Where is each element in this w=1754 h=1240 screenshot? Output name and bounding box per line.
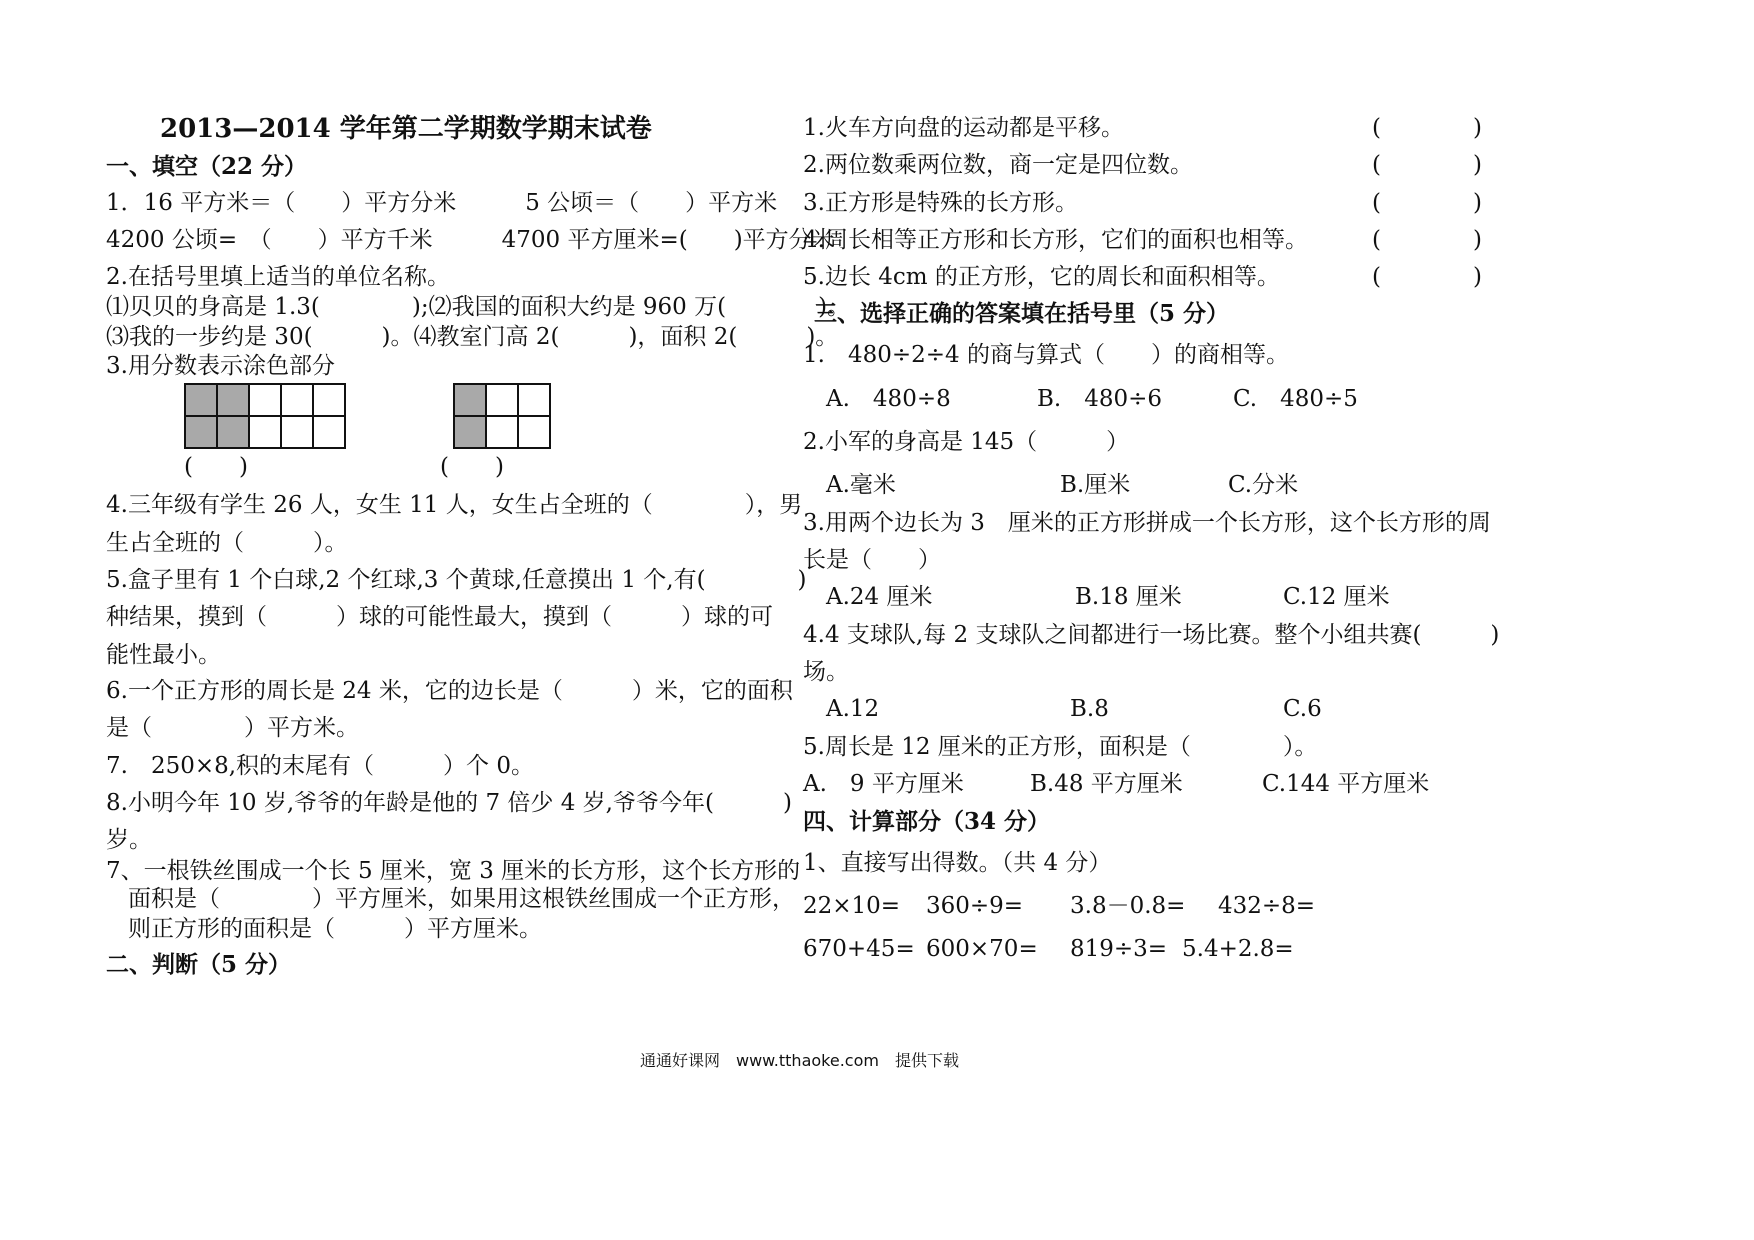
calc-item: 360÷9= [926,893,1024,919]
calc-item: 600×70= [926,936,1038,962]
footer-credit: 通通好课网 www.tthaoke.com 提供下载 [640,1051,959,1070]
section-2-heading: 二、判断（5 分） [106,951,292,978]
fraction-grid-2 [453,383,551,449]
choice-3-line-2: 长是（ ） [803,547,941,573]
choice-3-line-1: 3.用两个边长为 3 厘米的正方形拼成一个长方形，这个长方形的周 [803,510,1491,536]
judge-2: 2.两位数乘两位数，商一定是四位数。 [803,152,1193,178]
question-2-heading: 2.在括号里填上适当的单位名称。 [106,264,450,290]
choice-2-option-a: A.毫米 [826,472,896,498]
question-2-line-2: ⑶我的一步约是 30( )。⑷教室门高 2( )，面积 2( )。 [106,324,839,350]
question-6-line-2: 是（ ）平方米。 [106,715,359,741]
choice-1-option-c: C. 480÷5 [1233,386,1358,412]
calc-item: 3.8－0.8= [1070,893,1186,919]
choice-5: 5.周长是 12 厘米的正方形，面积是（ ）。 [803,734,1318,760]
question-5-line-2: 种结果，摸到（ ）球的可能性最大，摸到（ ）球的可 [106,604,773,630]
question-5-line-3: 能性最小。 [106,642,221,668]
question-9-line-1: 7、一根铁丝围成一个长 5 厘米，宽 3 厘米的长方形，这个长方形的 [106,858,801,884]
calc-item: 432÷8= [1218,893,1316,919]
judge-5: 5.边长 4cm 的正方形，它的周长和面积相等。 [803,264,1280,290]
question-1-line-1: 1．16 平方米＝（ ）平方分米 5 公顷＝（ ）平方米 [106,190,778,216]
section-4-heading: 四、计算部分（34 分） [803,808,1051,835]
page-title: 2013—2014 学年第二学期数学期末试卷 [160,114,652,144]
choice-2-option-c: C.分米 [1228,472,1299,498]
choice-4-option-b: B.8 [1070,696,1109,722]
calc-item: 819÷3= [1070,936,1168,962]
fraction-grid-1 [184,383,346,449]
judge-5-paren: ( ) [1372,264,1482,290]
question-9-line-3: 则正方形的面积是（ ）平方厘米。 [128,916,542,942]
choice-2: 2.小军的身高是 145（ ） [803,429,1130,455]
question-4-line-1: 4.三年级有学生 26 人，女生 11 人，女生占全班的（ ），男 [106,492,803,518]
choice-4-option-c: C.6 [1283,696,1322,722]
choice-3-option-b: B.18 厘米 [1075,584,1182,610]
choice-4-line-2: 场。 [803,659,849,685]
question-9-line-2: 面积是（ ）平方厘米，如果用这根铁丝围成一个正方形， [128,886,795,912]
judge-3-paren: ( ) [1372,190,1482,216]
section-1-heading: 一、填空（22 分） [106,153,308,180]
question-8-line-1: 8.小明今年 10 岁,爷爷的年龄是他的 7 倍少 4 岁,爷爷今年( ) [106,790,792,816]
choice-4-option-a: A.12 [826,696,880,722]
choice-5-option-c: C.144 平方厘米 [1262,771,1430,797]
question-3-heading: 3.用分数表示涂色部分 [106,353,335,379]
choice-5-option-a: A. 9 平方厘米 [803,771,964,797]
choice-5-option-b: B.48 平方厘米 [1030,771,1183,797]
calc-item: 5.4+2.8= [1182,936,1294,962]
choice-3-option-a: A.24 厘米 [826,584,933,610]
question-7: 7. 250×8,积的末尾有（ ）个 0。 [106,753,535,779]
choice-1-option-b: B. 480÷6 [1037,386,1163,412]
grid-2-answer-blank: ( ) [440,454,504,480]
judge-4: 4.周长相等正方形和长方形，它们的面积也相等。 [803,227,1308,253]
calc-item: 670+45= [803,936,915,962]
choice-4-line-1: 4.4 支球队,每 2 支球队之间都进行一场比赛。整个小组共赛( ) [803,622,1500,648]
judge-4-paren: ( ) [1372,227,1482,253]
judge-1-paren: ( ) [1372,115,1482,141]
judge-1: 1.火车方向盘的运动都是平移。 [803,115,1124,141]
choice-3-option-c: C.12 厘米 [1283,584,1390,610]
choice-1-option-a: A. 480÷8 [826,386,951,412]
question-2-line-1: ⑴贝贝的身高是 1.3( );⑵我国的面积大约是 960 万( )。 [106,294,851,320]
question-4-line-2: 生占全班的（ ）。 [106,530,348,556]
calc-heading: 1、直接写出得数。（共 4 分） [803,850,1112,876]
choice-2-option-b: B.厘米 [1060,472,1131,498]
grid-1-answer-blank: ( ) [184,454,248,480]
question-6-line-1: 6.一个正方形的周长是 24 米，它的边长是（ ）米，它的面积 [106,678,793,704]
judge-3: 3.正方形是特殊的长方形。 [803,190,1078,216]
calc-item: 22×10= [803,893,901,919]
question-5-line-1: 5.盒子里有 1 个白球,2 个红球,3 个黄球,任意摸出 1 个,有( ) [106,567,807,593]
question-1-line-2: 4200 公顷= （ ）平方千米 4700 平方厘米=( )平方分米 [106,227,835,253]
judge-2-paren: ( ) [1372,152,1482,178]
question-8-line-2: 岁。 [106,827,152,853]
section-3-heading: 三、选择正确的答案填在括号里（5 分） [814,300,1230,327]
choice-1: 1. 480÷2÷4 的商与算式（ ）的商相等。 [803,342,1289,368]
